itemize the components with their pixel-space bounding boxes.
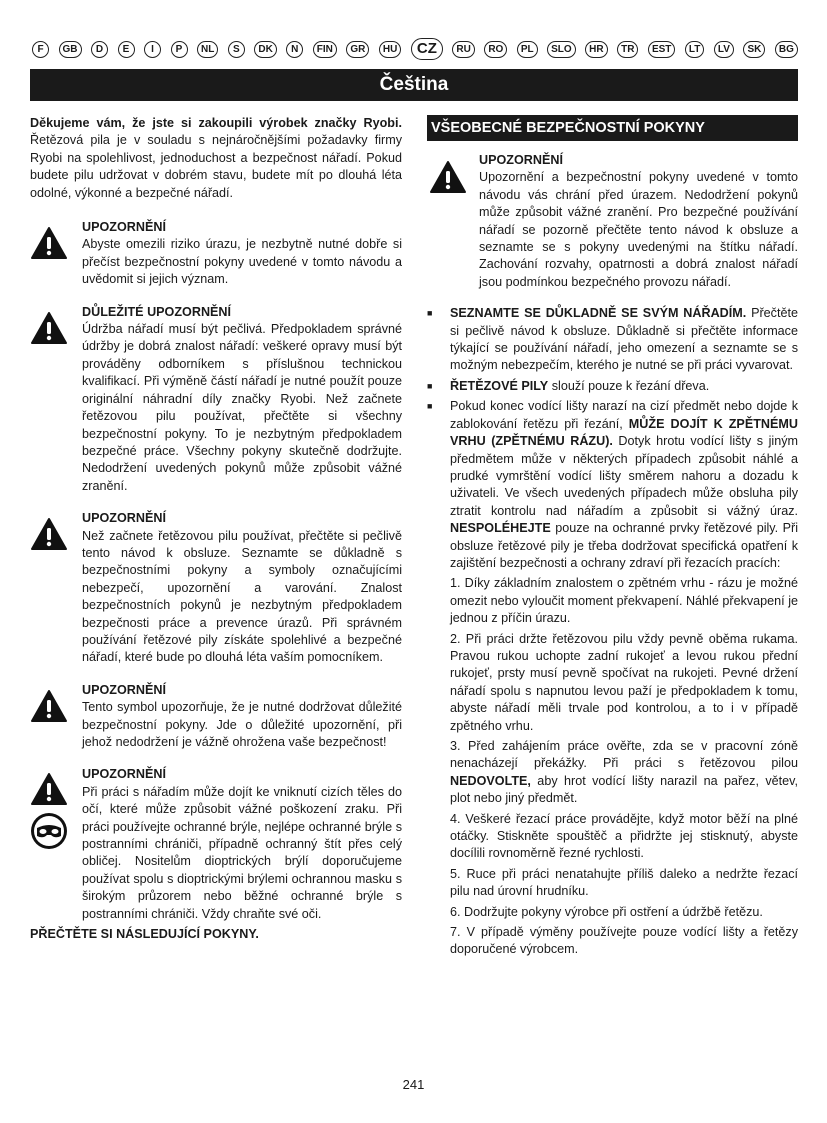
numbered-text: 3. Před zahájením práce ověřte, zda se v pracovní zóně nenacházejí překážky. Při práci s řetězovou pilou (450, 739, 798, 771)
language-tab-e: E (118, 41, 135, 58)
language-tab-s: S (228, 41, 245, 58)
numbered-item: 2. Při práci držte řetězovou pilu vždy pevně oběma rukama. Pravou rukou uchopte zadní rukojeť a levou rukou přední rukojeť, prsty musí pevně spočívat na rukojeti. Pevné držení nářadí spolu s napnutou levou paží je předpokladem k tomu, abyste nářadí měli trvale pod kontrolou, a to i v případě zpětného vrhu. (450, 631, 798, 733)
warning-block-3 (30, 510, 402, 667)
right-warning-block (427, 152, 798, 291)
list-item (427, 398, 798, 572)
warning-block-4 (30, 682, 402, 752)
numbered-item: 4. Veškeré řezací práce provádějte, když motor běží na plné otáčky. Stiskněte spouštěč a přidržte jej stisknutý, abyste docílili rovnoměrně řezné rychlosti. (450, 811, 798, 861)
warning-title: UPOZORNĚNÍ (82, 511, 166, 526)
language-tab-dk: DK (254, 41, 276, 58)
language-tab-slo: SLO (547, 41, 576, 58)
warning-triangle-icon (30, 689, 68, 728)
bullet-text: slouží pouze k řezání dřeva. (548, 378, 710, 393)
warning-text: Údržba nářadí musí být pečlivá. Předpokladem správné údržby je dobrá znalost nářadí: veškeré opravy musí být prováděny odborníkem s příslušnou technickou kvalifikací. Při výměně částí nářadí je nutné použít pouze originální náhradní díly značky Ryobi. Než začnete řetězovou pilu používat, přečtěte si všechny bezpečnostní pokyny. To je nezbytným předpokladem bezpečné práce. Všechny pokyny skutečně dodržujte. Nedodržení uvedených pokynů může způsobit vážné zranění. (82, 322, 402, 493)
bullet-bold: NESPOLÉHEJTE (450, 521, 551, 536)
language-tab-hr: HR (585, 41, 607, 58)
language-tab-pl: PL (517, 41, 538, 58)
safety-bullets (427, 305, 798, 572)
warning-title: UPOZORNĚNÍ (82, 682, 166, 697)
warning-text: Tento symbol upozorňuje, že je nutné dodržovat důležité bezpečnostní pokyny. Jde o důležité upozornění, při jehož nedodržení je vážně ohrožena vaše bezpečnost! (82, 700, 402, 749)
intro-bold: Děkujeme vám, že jste si zakoupili výrobek značky Ryobi. (30, 116, 402, 130)
language-tab-fin: FIN (313, 41, 337, 58)
language-tab-p: P (171, 41, 188, 58)
page-title: Čeština (30, 69, 798, 101)
language-tabs (32, 38, 798, 60)
language-tab-cz: CZ (411, 38, 443, 60)
warning-block-5 (30, 766, 402, 923)
language-tab-ro: RO (484, 41, 507, 58)
numbered-item: 6. Dodržujte pokyny výrobce při ostření a údržbě řetězu. (450, 904, 763, 919)
list-item (427, 305, 798, 375)
language-tab-sk: SK (743, 41, 765, 58)
warning-triangle-icon (30, 311, 68, 350)
numbered-item: 7. V případě výměny používejte pouze vodící lišty a řetězy doporučené výrobcem. (450, 925, 798, 957)
numbered-list (427, 575, 798, 959)
bullet-bold: MŮŽE DOJÍT K ZPĚTNÉMU VRHU (ZPĚTNÉMU RÁZU). (450, 416, 798, 449)
right-column (427, 115, 798, 959)
warning-triangle-icon (30, 517, 68, 556)
warning-title: DŮLEŽITÉ UPOZORNĚNÍ (82, 304, 232, 319)
warning-triangle-icon (30, 772, 68, 811)
warning-block-2 (30, 304, 402, 495)
language-tab-n: N (286, 41, 303, 58)
language-tab-ru: RU (452, 41, 474, 58)
page-number: 241 (402, 1077, 425, 1092)
bullet-text: Přečtěte si pečlivě návod k obsluze. Důkladně si přečtěte informace týkající se používání nářadí, jeho omezení a seznamte se s možným nebezpečím, kterého je nutné se při práci vyvarovat. (450, 306, 798, 373)
language-tab-lt: LT (685, 41, 704, 58)
warning-title: UPOZORNĚNÍ (479, 153, 563, 167)
language-tab-hu: HU (379, 41, 401, 58)
language-tab-gr: GR (346, 41, 369, 58)
bullet-text: pouze na ochranné prvky řetězové pily. Při obsluze řetězové pily je třeba dodržovat specifická opatření k zajištění bezpečnosti a ochrany zdraví při řezacích pracích: (450, 521, 798, 570)
language-tab-gb: GB (59, 41, 82, 58)
bullet-bold: ŘETĚZOVÉ PILY (450, 378, 549, 393)
warning-triangle-icon (429, 160, 467, 199)
warning-text: Než začnete řetězovou pilu používat, přečtěte si pečlivě tento návod k obsluze. Seznamte se důkladně s bezpečnostními pokyny a symboly označujícími nebezpečí, upozornění a varování. Znalost bezpečnostních pokynů je nezbytným předpokladem bezpečnosti práce a prevence úrazů. Při správném používání řetězové pily získáte spolehlivé a bezpečné nářadí, které bude po dlouhá léta vaším pomocníkem. (82, 528, 402, 665)
warning-title: UPOZORNĚNÍ (82, 220, 166, 235)
intro-paragraph (30, 115, 402, 202)
numbered-item (450, 738, 798, 808)
bullet-text: Pokud konec vodící lišty narazí na cizí předmět nebo dojde k zablokování řetězu při řezání, (450, 399, 798, 431)
language-tab-f: F (32, 41, 49, 58)
safety-goggles-icon (30, 812, 68, 855)
language-tab-d: D (91, 41, 108, 58)
numbered-item: 5. Ruce při práci nenatahujte příliš daleko a nedržte řezací pilu nad úrovní hrudníku. (450, 866, 798, 899)
bullet-bold: SEZNAMTE SE DŮKLADNĚ SE SVÝM NÁŘADÍM. (450, 306, 747, 321)
warning-triangle-icon (30, 226, 68, 265)
read-instructions-footer: PŘEČTĚTE SI NÁSLEDUJÍCÍ POKYNY. (30, 927, 259, 942)
language-tab-nl: NL (197, 41, 218, 58)
list-item (427, 378, 798, 395)
numbered-text: aby hrot vodící lišty narazil na pařez, větev, plot nebo jiný předmět. (450, 773, 798, 806)
language-tab-est: EST (648, 41, 675, 58)
warning-text: Upozornění a bezpečnostní pokyny uvedené v tomto návodu vás chrání před úrazem. Nedodržení pokynů může způsobit vážné zranění. Pro bezpečné používání nářadí se pozorně přečtěte tento návod k obsluze a seznamte se s pokyny uvedenými na štítku nářadí. Zachování rozvahy, opatrnosti a dobrá znalost nářadí jsou podmínkou bezpečného provozu nářadí. (479, 170, 798, 289)
left-column (30, 115, 402, 943)
warning-text: Abyste omezili riziko úrazu, je nezbytně nutné dobře si přečíst bezpečnostní pokyny uvedené v tomto návodu a uvědomit si jejich význam. (82, 237, 402, 287)
warning-text: Při práci s nářadím může dojít ke vniknutí cizích těles do očí, které může způsobit vážné poškození zraku. Při práci používejte ochranné brýle, nejlépe ochranné brýle s postranními chrániči, případně ochranný štít přes celý obličej. Nositelům dioptrických brýlí doporučujeme používat spolu s dioptrickými brýlemi ochrannou masku s širokým průzorem nebo běžné ochranné brýle s postranními chrániči. Vždy chraňte své oči. (82, 784, 402, 921)
language-tab-i: I (144, 41, 161, 58)
numbered-item: 1. Díky základním znalostem o zpětném vrhu - rázu je možné omezit nebo vyloučit moment překvapení. Náhlé překvapení je jednou z příčin úrazu. (450, 576, 798, 626)
language-tab-tr: TR (617, 41, 638, 58)
language-tab-bg: BG (775, 41, 798, 58)
warning-block-1 (30, 219, 402, 289)
bullet-text: Dotyk hrotu vodící lišty s jiným předmětem může v některých případech způsobit náhlé a prudké vymrštění vodící lišty směrem nahoru a dozadu k uživateli. Ve všech uvedených případech může obsluha pily ztratit kontrolu nad nářadím a způsobit si vážný úraz. (450, 434, 798, 518)
language-tab-lv: LV (714, 41, 734, 58)
intro-text: Řetězová pila je v souladu s nejnáročnějšími požadavky firmy Ryobi na spolehlivost, jednoduchost a bezpečnost nářadí. Pokud budete pilu udržovat v dobrém stavu, budete mít po dlouhá léta odolné, výkonné a bezpečné nářadí. (30, 133, 402, 200)
warning-title: UPOZORNĚNÍ (82, 767, 166, 782)
numbered-bold: NEDOVOLTE, (450, 773, 531, 788)
section-header: VŠEOBECNÉ BEZPEČNOSTNÍ POKYNY (427, 115, 798, 141)
